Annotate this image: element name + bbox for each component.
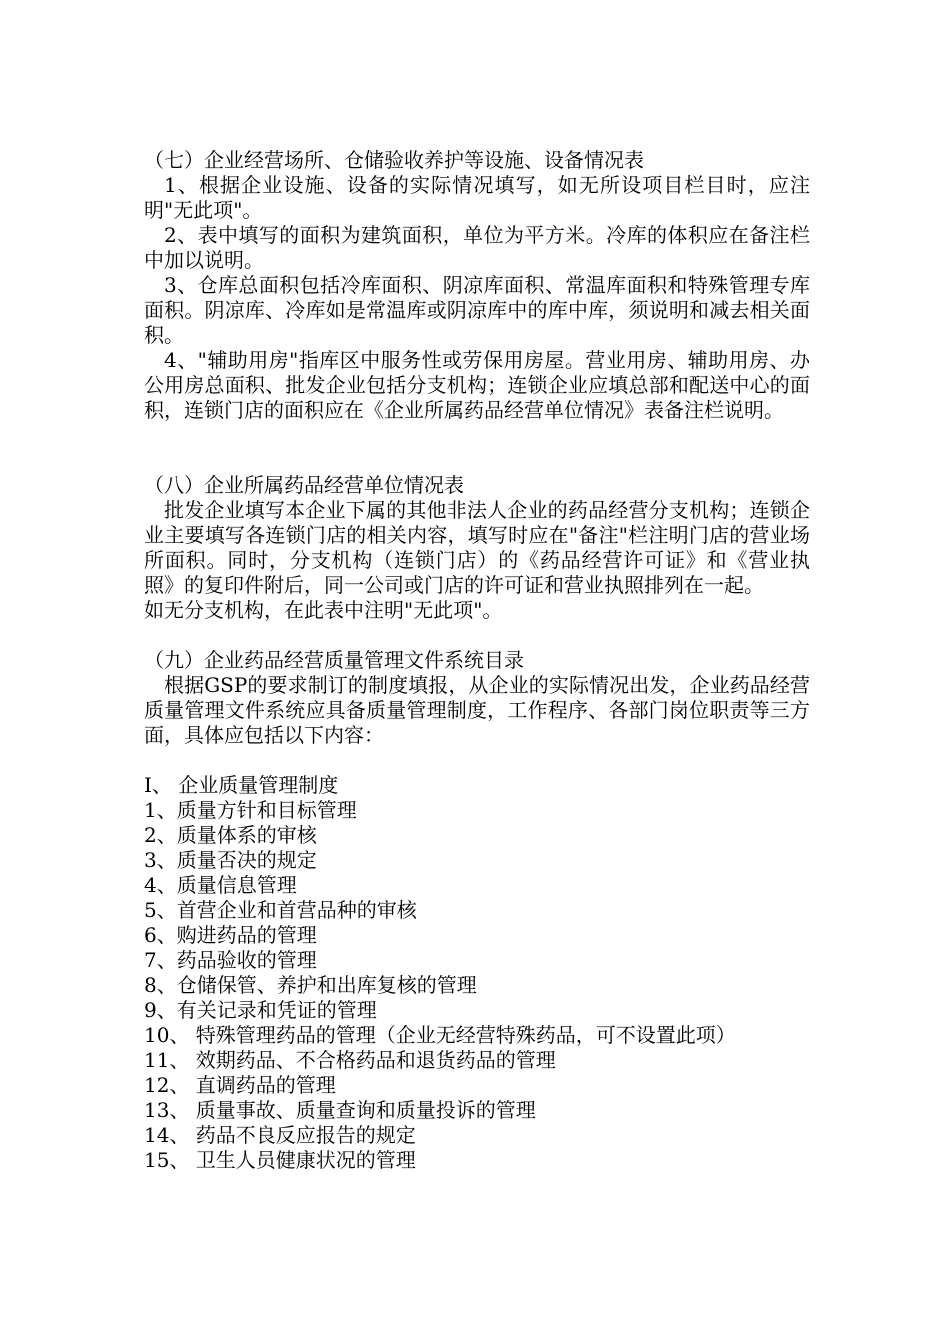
section-title-branch-units: （八）企业所属药品经营单位情况表 [144, 473, 464, 497]
list-item: 13、 质量事故、质量查询和质量投诉的管理 [144, 1098, 536, 1122]
list-item: 11、 效期药品、不合格药品和退货药品的管理 [144, 1048, 556, 1072]
paragraph-branch-units: 批发企业填写本企业下属的其他非法人企业的药品经营分支机构；连锁企业主要填写各连锁门店的相关内容，填写时应在"备注"栏注明门店的营业场所面积。同时，分支机构（连锁门店）的《药品经营许可证》和《营业执照》的复印件附后，同一公司或门店的许可证和营业执照排列在一起。 [144, 498, 810, 597]
list-item: 9、有关记录和凭证的管理 [144, 998, 377, 1022]
list-item: 10、 特殊管理药品的管理（企业无经营特殊药品，可不设置此项） [144, 1023, 736, 1047]
section-title-quality-docs: （九）企业药品经营质量管理文件系统目录 [144, 648, 524, 672]
spacer [144, 623, 810, 648]
section-quality-docs [144, 648, 810, 1173]
list-item: 1、质量方针和目标管理 [144, 798, 357, 822]
section-facilities [144, 148, 810, 423]
paragraph-facilities-1: 1、根据企业设施、设备的实际情况填写，如无所设项目栏目时，应注明"无此项"。 [144, 173, 810, 222]
list-item: 7、药品验收的管理 [144, 948, 317, 972]
list-item: 3、质量否决的规定 [144, 848, 317, 872]
list-item: 8、仓储保管、养护和出库复核的管理 [144, 973, 477, 997]
paragraph-quality-docs: 根据GSP的要求制订的制度填报，从企业的实际情况出发，企业药品经营质量管理文件系统应具备质量管理制度，工作程序、各部门岗位职责等三方面，具体应包括以下内容： [144, 673, 810, 747]
section-title-facilities: （七）企业经营场所、仓储验收养护等设施、设备情况表 [144, 148, 644, 172]
list-item: 2、质量体系的审核 [144, 823, 317, 847]
list-item: 15、 卫生人员健康状况的管理 [144, 1148, 416, 1172]
list-heading-quality-rules: I、 企业质量管理制度 [144, 773, 339, 797]
paragraph-facilities-4: 4、"辅助用房"指库区中服务性或劳保用房屋。营业用房、辅助用房、办公用房总面积、批发企业包括分支机构；连锁企业应填总部和配送中心的面积，连锁门店的面积应在《企业所属药品经营单位情况》表备注栏说明。 [144, 348, 810, 422]
paragraph-facilities-2: 2、表中填写的面积为建筑面积，单位为平方米。冷库的体积应在备注栏中加以说明。 [144, 223, 810, 272]
spacer [144, 748, 810, 773]
spacer [144, 423, 810, 473]
list-item: 12、 直调药品的管理 [144, 1073, 336, 1097]
paragraph-branch-note: 如无分支机构，在此表中注明"无此项"。 [144, 598, 503, 622]
quality-rules-list [144, 798, 810, 1173]
list-item: 14、 药品不良反应报告的规定 [144, 1123, 416, 1147]
document-page [144, 148, 810, 1173]
paragraph-facilities-3: 3、仓库总面积包括冷库面积、阴凉库面积、常温库面积和特殊管理专库面积。阴凉库、冷库如是常温库或阴凉库中的库中库，须说明和减去相关面积。 [144, 273, 810, 347]
section-branch-units [144, 473, 810, 623]
list-item: 6、购进药品的管理 [144, 923, 317, 947]
list-item: 5、首营企业和首营品种的审核 [144, 898, 417, 922]
list-item: 4、质量信息管理 [144, 873, 297, 897]
